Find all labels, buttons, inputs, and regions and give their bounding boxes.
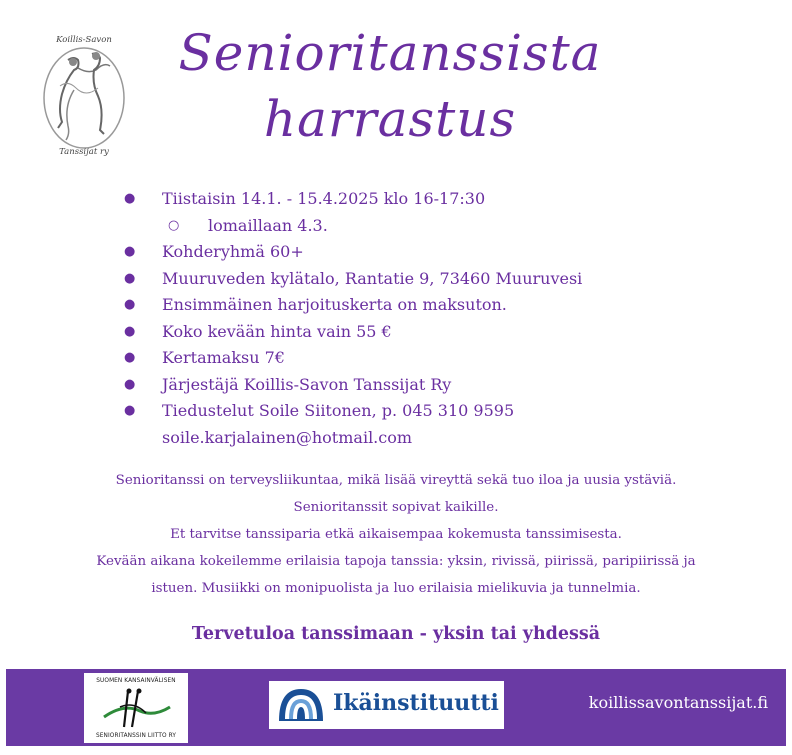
ikainstituutti-logo (269, 681, 504, 729)
bullet-icon: ● (124, 403, 136, 418)
description-p2: Senioritanssit sopivat kaikille. (293, 500, 499, 515)
title-line-1: Senioritanssista (178, 24, 602, 82)
website-link[interactable]: koillissavontanssijat.fi (588, 693, 768, 712)
page-title (150, 20, 630, 152)
description-p4b: istuen. Musiikki on monipuolista ja luo erilaisia mielikuvia ja tunnelmia. (151, 581, 641, 596)
list-item-holiday: ○ lomaillaan 4.3. (118, 213, 582, 240)
description-p1: Senioritanssi on terveysliikuntaa, mikä lisää vireyttä sekä tuo iloa ja uusia ystäviä. (115, 473, 677, 488)
description (60, 467, 732, 602)
description-p3: Et tarvitse tanssiparia etkä aikaisempaa kokemusta tanssimisesta. (170, 527, 622, 542)
dancing-couple-icon (38, 30, 130, 160)
list-item-contact: ● Tiedustelut Soile Siitonen, p. 045 310 9595 soile.karjalainen@hotmail.com (118, 398, 582, 451)
senior-dance-federation-logo (84, 673, 188, 743)
partner1-top-text: SUOMEN KANSAINVÄLISEN (96, 678, 176, 684)
partner1-bottom-text: SENIORITANSSIN LIITTO RY (96, 733, 176, 739)
bullet-icon: ● (124, 244, 136, 259)
bullet-icon: ● (124, 350, 136, 365)
logo-bottom-text: Tanssijat ry (59, 147, 109, 157)
hollow-bullet-icon: ○ (168, 217, 180, 233)
bullet-icon: ● (124, 323, 136, 339)
bullet-icon: ● (124, 376, 136, 392)
senior-dance-icon (98, 687, 174, 731)
shell-icon (275, 685, 327, 725)
contact-email[interactable]: soile.karjalainen@hotmail.com (162, 427, 413, 447)
bullet-icon: ● (124, 270, 136, 286)
footer-bar (6, 669, 786, 746)
partner2-name: Ikäinstituutti (333, 690, 499, 716)
description-p4a: Kevään aikana kokeilemme erilaisia tapoja tanssia: yksin, rivissä, piirissä, paripiirissä ja (96, 554, 696, 569)
bullet-icon: ● (124, 191, 136, 206)
list-item-location: ● Muuruveden kylätalo, Rantatie 9, 73460 Muuruvesi (118, 266, 582, 293)
logo-top-text: Koillis-Savon (56, 35, 112, 45)
welcome-text: Tervetuloa tanssimaan - yksin tai yhdessä (191, 624, 601, 644)
list-item-free-first: ● Ensimmäinen harjoituskerta on maksuton. (118, 292, 582, 319)
list-item-single-fee: ● Kertamaksu 7€ (118, 345, 582, 372)
club-logo (38, 30, 130, 160)
title-line-2: harrastus (263, 90, 517, 148)
list-item-price: ● Koko kevään hinta vain 55 € (118, 319, 582, 346)
bullet-icon: ● (124, 297, 136, 312)
details-list (118, 186, 582, 451)
list-item-schedule: ● Tiistaisin 14.1. - 15.4.2025 klo 16-17:30 (118, 186, 582, 213)
list-item-organizer: ● Järjestäjä Koillis-Savon Tanssijat Ry (118, 372, 582, 399)
list-item-target-group: ● Kohderyhmä 60+ (118, 239, 582, 266)
